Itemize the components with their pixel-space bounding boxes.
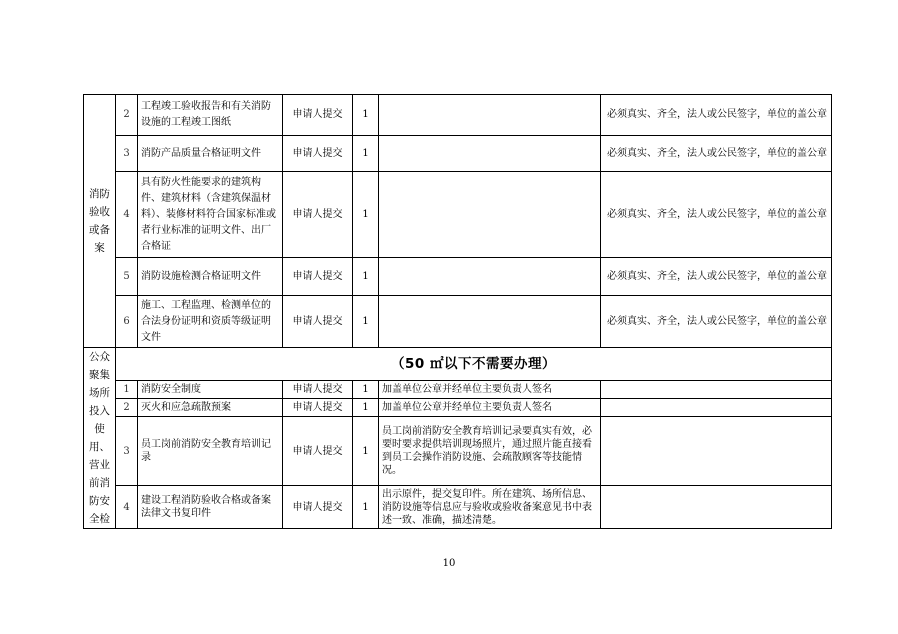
- section-label: 消防验收或备案: [84, 95, 116, 348]
- material-name: 建设工程消防验收合格或备案法律文书复印件: [138, 486, 283, 529]
- count-cell: 1: [353, 399, 379, 417]
- table-row: [84, 399, 832, 417]
- material-name: 工程竣工验收报告和有关消防设施的工程竣工图纸: [138, 95, 283, 136]
- format-cell: [379, 296, 601, 348]
- requirement-cell: 加盖单位公章并经单位主要负责人签名: [379, 399, 601, 417]
- table-row: [84, 417, 832, 486]
- row-number: 6: [116, 296, 138, 348]
- requirement-cell: 员工岗前消防安全教育培训记录要真实有效，必要时要求提供培训现场照片，通过照片能直接看到员工会操作消防设施、会疏散顾客等技能情况。: [379, 417, 601, 486]
- row-number: 2: [116, 399, 138, 417]
- count-cell: 1: [353, 95, 379, 136]
- requirement-cell: 必须真实、齐全，法人或公民签字，单位的盖公章: [601, 95, 832, 136]
- source-cell: 申请人提交: [283, 417, 353, 486]
- count-cell: 1: [353, 172, 379, 258]
- table-row: [84, 381, 832, 399]
- source-cell: 申请人提交: [283, 95, 353, 136]
- row-number: 3: [116, 417, 138, 486]
- table-row: [84, 172, 832, 258]
- banner-note: （50 ㎡以下不需要办理）: [116, 348, 832, 381]
- count-cell: 1: [353, 296, 379, 348]
- material-name: 具有防火性能要求的建筑构件、建筑材料（含建筑保温材料）、装修材料符合国家标准或者行业标准的证明文件、出厂合格证: [138, 172, 283, 258]
- row-number: 2: [116, 95, 138, 136]
- extra-cell: [601, 381, 832, 399]
- requirement-cell: 必须真实、齐全，法人或公民签字，单位的盖公章: [601, 296, 832, 348]
- source-cell: 申请人提交: [283, 136, 353, 172]
- material-name: 施工、工程监理、检测单位的合法身份证明和资质等级证明文件: [138, 296, 283, 348]
- materials-table: [83, 94, 832, 529]
- count-cell: 1: [353, 417, 379, 486]
- source-cell: 申请人提交: [283, 399, 353, 417]
- source-cell: 申请人提交: [283, 172, 353, 258]
- material-name: 消防设施检测合格证明文件: [138, 258, 283, 296]
- count-cell: 1: [353, 486, 379, 529]
- section-label: 公众聚集场所投入使用、营业前消防安全检: [84, 348, 116, 529]
- row-number: 1: [116, 381, 138, 399]
- material-name: 消防产品质量合格证明文件: [138, 136, 283, 172]
- banner-row: [84, 348, 832, 381]
- table-row: [84, 258, 832, 296]
- table-row: [84, 95, 832, 136]
- requirement-cell: 出示原件，提交复印件。所在建筑、场所信息、消防设施等信息应与验收或验收备案意见书中表述一致、准确，描述清楚。: [379, 486, 601, 529]
- table-row: [84, 296, 832, 348]
- row-number: 5: [116, 258, 138, 296]
- source-cell: 申请人提交: [283, 296, 353, 348]
- row-number: 3: [116, 136, 138, 172]
- requirement-cell: 加盖单位公章并经单位主要负责人签名: [379, 381, 601, 399]
- page-number: 10: [442, 558, 456, 569]
- extra-cell: [601, 486, 832, 529]
- count-cell: 1: [353, 381, 379, 399]
- extra-cell: [601, 399, 832, 417]
- table-row: [84, 486, 832, 529]
- source-cell: 申请人提交: [283, 486, 353, 529]
- format-cell: [379, 136, 601, 172]
- count-cell: 1: [353, 258, 379, 296]
- source-cell: 申请人提交: [283, 381, 353, 399]
- requirement-cell: 必须真实、齐全，法人或公民签字，单位的盖公章: [601, 136, 832, 172]
- row-number: 4: [116, 486, 138, 529]
- requirement-cell: 必须真实、齐全，法人或公民签字，单位的盖公章: [601, 258, 832, 296]
- row-number: 4: [116, 172, 138, 258]
- table-row: [84, 136, 832, 172]
- material-name: 灭火和应急疏散预案: [138, 399, 283, 417]
- material-name: 员工岗前消防安全教育培训记录: [138, 417, 283, 486]
- count-cell: 1: [353, 136, 379, 172]
- format-cell: [379, 258, 601, 296]
- material-name: 消防安全制度: [138, 381, 283, 399]
- extra-cell: [601, 417, 832, 486]
- requirement-cell: 必须真实、齐全，法人或公民签字，单位的盖公章: [601, 172, 832, 258]
- source-cell: 申请人提交: [283, 258, 353, 296]
- format-cell: [379, 172, 601, 258]
- format-cell: [379, 95, 601, 136]
